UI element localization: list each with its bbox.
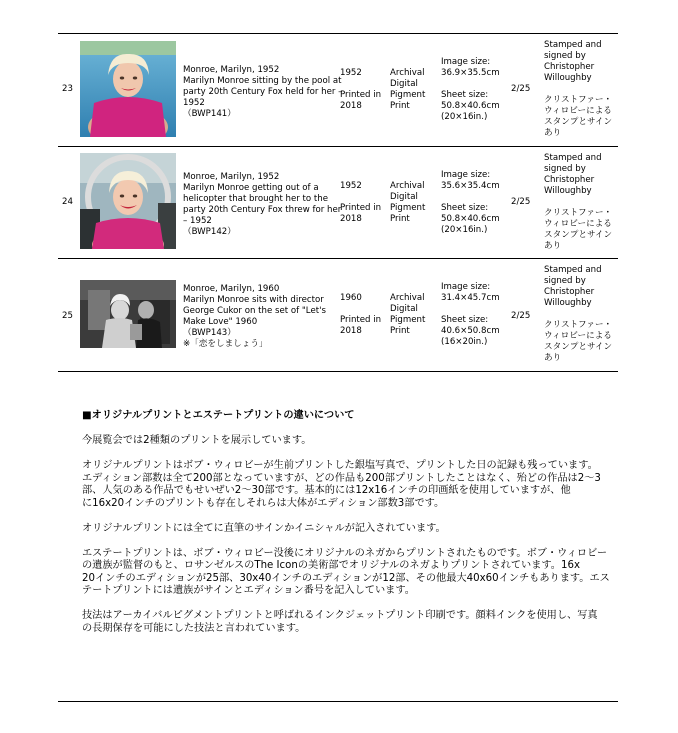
signature-note: Stamped and signed by Christopher Willoughby クリストファー・ ウィロビーによる スタンプとサイン あり — [544, 265, 613, 363]
item-number: 23 — [62, 84, 73, 94]
section-heading: ■オリジナルプリントとエステートプリントの違いについて — [82, 410, 355, 421]
table-bottom-rule — [58, 371, 618, 372]
paragraph: エステートプリントは、ボブ・ウィロビー没後にオリジナルのネガからプリントされたものです。ボブ・ウィロビー の遺族が監督のもと、ロサンゼルスのThe Iconの美術部でオリジナルのネガよりプリントされています。16x 20インチのエディションが25部、30x40インチのエディションが12部、その他最大40x60インチもあります。エス テートプリントには遺族がサインとエディション番号を記入しています。 — [82, 547, 610, 596]
photo-thumbnail — [80, 153, 176, 249]
table-row — [58, 146, 618, 258]
work-title: Monroe, Marilyn, 1952 Marilyn Monroe sitting by the pool at party 20th Century Fox held for her – 1952 （BWP141） — [183, 65, 343, 119]
paragraph: 技法はアーカイバルピグメントプリントと呼ばれるインクジェットプリント印刷です。顔料インクを使用し、写真 の長期保存を可能にした技法と言われています。 — [82, 610, 598, 634]
work-title: Monroe, Marilyn, 1960 Marilyn Monroe sits with director George Cukor on the set of "Let's Make Love" 1960 （BWP143） ※「恋をしましょう」 — [183, 284, 326, 349]
table-row — [58, 258, 618, 371]
edition-number: 2/25 — [511, 84, 531, 94]
photo-thumbnail — [80, 280, 176, 348]
page-bottom-rule — [58, 701, 618, 702]
item-number: 24 — [62, 197, 73, 207]
paragraph: オリジナルプリントはボブ・ウィロビーが生前プリントした銀塩写真で、プリントした日の記録も残っています。 エディション部数は全て200部となっていますが、どの作品も200部プリントしたことはなく、殆どの作品は2～3 部、人気のある作品でもせいぜい2～30部です。基本的には12x16インチの印画紙を使用していますが、他 に16x20インチのプリントも存在しそれらは大体がエディション部数3部です。 — [82, 460, 601, 509]
print-explanation — [82, 410, 622, 648]
signature-note: Stamped and signed by Christopher Willoughby クリストファー・ ウィロビーによる スタンプとサイン あり — [544, 153, 613, 251]
year-printed: 1960 Printed in 2018 — [340, 293, 382, 336]
year-printed: 1952 Printed in 2018 — [340, 68, 382, 111]
print-medium: Archival Digital Pigment Print — [390, 68, 426, 111]
edition-number: 2/25 — [511, 311, 531, 321]
dimensions: Image size: 35.6×35.4cm Sheet size: 50.8×40.6cm (20×16in.) — [441, 170, 500, 235]
paragraph: 今展覧会では2種類のプリントを展示しています。 — [82, 435, 312, 446]
year-printed: 1952 Printed in 2018 — [340, 181, 382, 224]
paragraph: オリジナルプリントには全てに直筆のサインかイニシャルが記入されています。 — [82, 522, 446, 534]
dimensions: Image size: 31.4×45.7cm Sheet size: 40.6×50.8cm (16×20in.) — [441, 282, 500, 347]
signature-note: Stamped and signed by Christopher Willoughby クリストファー・ ウィロビーによる スタンプとサイン あり — [544, 40, 613, 138]
dimensions: Image size: 36.9×35.5cm Sheet size: 50.8×40.6cm (20×16in.) — [441, 57, 500, 122]
work-title: Monroe, Marilyn, 1952 Marilyn Monroe getting out of a helicopter that brought her to the party 20th Century Fox threw for her – 1952 （BWP142） — [183, 172, 342, 237]
edition-number: 2/25 — [511, 197, 531, 207]
print-medium: Archival Digital Pigment Print — [390, 181, 426, 224]
table-row — [58, 34, 618, 146]
print-medium: Archival Digital Pigment Print — [390, 293, 426, 336]
item-number: 25 — [62, 311, 73, 321]
photo-thumbnail — [80, 41, 176, 137]
